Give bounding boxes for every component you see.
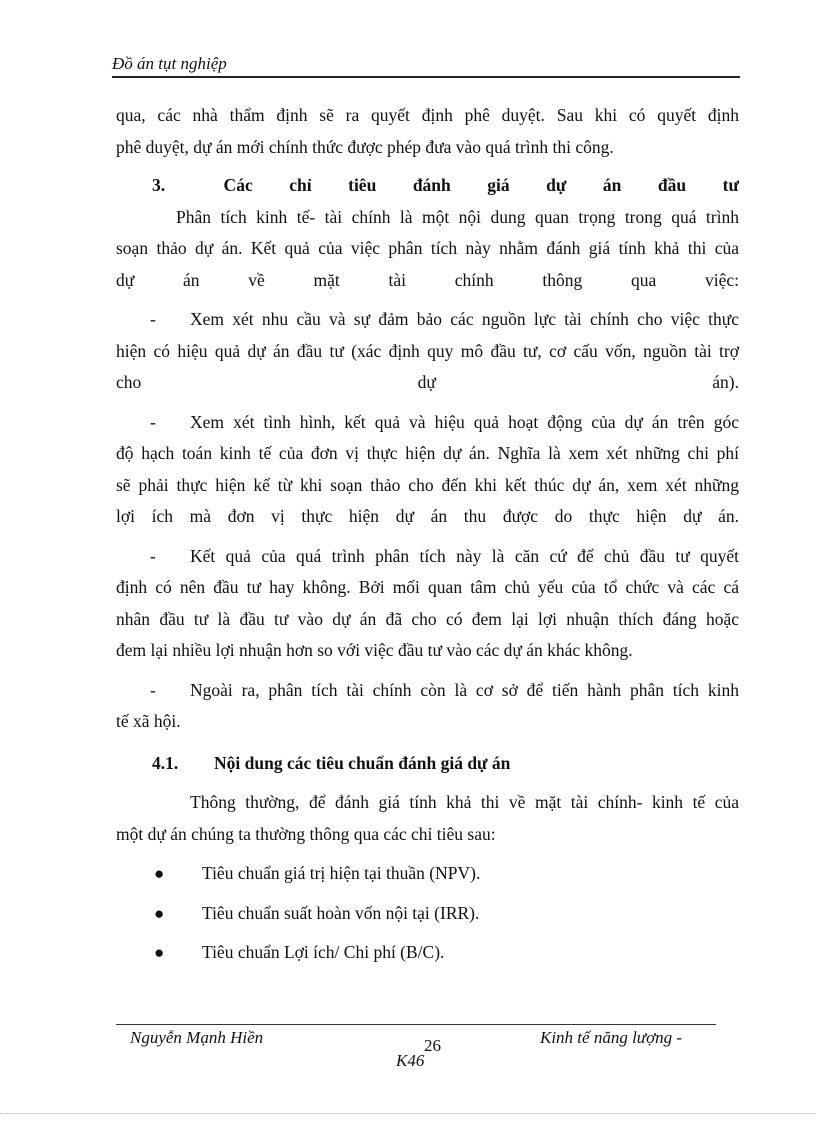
dash-item-4-line-2: tế xã hội. [116, 711, 181, 731]
analysis-line-3: dự án về mặt tài chính thông qua việc: [116, 269, 739, 290]
intro-line-2: phê duyệt, dự án mới chính thức được phép đưa vào quá trình thi công. [116, 136, 614, 157]
criteria-line-2: một dự án chúng ta thường thông qua các chỉ tiêu sau: [116, 823, 496, 844]
dash-marker: - [150, 679, 156, 700]
dash-item-3-line-2: định có nên đầu tư hay không. Bởi mối quan tâm chủ yếu của tổ chức và các cá [116, 577, 739, 597]
dash-item-3-line-3: nhân đầu tư là đầu tư vào dự án đã cho có đem lại lợi nhuận thích đáng hoặc [116, 608, 739, 629]
dash-marker: - [150, 309, 156, 329]
dash-item-4-line-1 [116, 675, 739, 707]
bullet-icon: ● [154, 903, 165, 923]
document-body [116, 100, 739, 969]
criteria-bullet-list [116, 858, 739, 969]
bullet-text: Tiêu chuẩn Lợi ích/ Chi phí (B/C). [202, 942, 445, 962]
dash-marker: - [150, 545, 156, 566]
header-rule [112, 76, 740, 78]
dash-item-text: Xem xét tình hình, kết quả và hiệu quả hoạt động của dự án trên góc [190, 411, 739, 432]
footer-rule [116, 1024, 716, 1025]
dash-item-3-line-1 [116, 541, 739, 573]
section-4-1-heading [116, 748, 739, 780]
footer-page-number: 26 [424, 1036, 441, 1055]
section-4-1-number: 4.1. [152, 752, 179, 773]
bullet-text: Tiêu chuẩn giá trị hiện tại thuần (NPV). [202, 863, 481, 883]
analysis-line-1-text: Phân tích kinh tế- tài chính là một nội dung quan trọng trong quá trình [176, 206, 739, 227]
footer-author: Nguyễn Mạnh Hiền [130, 1028, 264, 1047]
dash-item-2-line-1 [116, 407, 739, 439]
dash-item-2-line-4: lợi ích mà đơn vị thực hiện dự án thu được do thực hiện dự án. [116, 506, 739, 526]
section-4-1-title: Nội dung các tiêu chuẩn đánh giá dự án [214, 752, 511, 773]
criteria-bullet-npv [116, 858, 739, 890]
criteria-bullet-irr [116, 898, 739, 930]
analysis-line-1 [116, 202, 739, 234]
bullet-icon: ● [154, 943, 165, 962]
footer-class-code: K46 [396, 1051, 425, 1070]
dash-item-1-line-2: hiện có hiệu quả dự án đầu tư (xác định quy mô đầu tư, cơ cấu vốn, nguồn tài trợ [116, 340, 739, 361]
dash-marker: - [150, 411, 156, 432]
criteria-line-1-text: Thông thường, để đánh giá tính khả thi về mặt tài chính- kinh tế của [190, 792, 739, 812]
intro-line-1: qua, các nhà thẩm định sẽ ra quyết định phê duyệt. Sau khi có quyết định [116, 105, 739, 125]
section-3-heading: 3. Các chỉ tiêu đánh giá dự án đầu tư [152, 175, 739, 195]
dash-item-2-line-2: độ hạch toán kinh tế của đơn vị thực hiện dự án. Nghĩa là xem xét những chi phí [116, 443, 739, 463]
dash-item-1-line-3: cho dự án). [116, 372, 739, 392]
dash-item-text: Kết quả của quá trình phân tích này là căn cứ để chủ đầu tư quyết [190, 545, 739, 566]
criteria-line-1 [116, 787, 739, 819]
analysis-line-2: soạn thảo dự án. Kết quả của việc phân tích này nhằm đánh giá tính khả thi của [116, 238, 739, 258]
dash-item-1-line-1 [116, 304, 739, 336]
dash-item-text: Xem xét nhu cầu và sự đảm bảo các nguồn lực tài chính cho việc thực [190, 309, 739, 329]
bullet-text: Tiêu chuẩn suất hoàn vốn nội tại (IRR). [202, 902, 480, 923]
criteria-bullet-bc [116, 937, 739, 969]
dash-item-2-line-3: sẽ phải thực hiện kể từ khi soạn thảo cho đến khi kết thúc dự án, xem xét những [116, 474, 739, 495]
header-title: Đồ án tụt nghiệp [112, 54, 227, 73]
dash-item-text: Ngoài ra, phân tích tài chính còn là cơ sở để tiến hành phân tích kinh [190, 679, 739, 700]
bullet-icon: ● [154, 864, 165, 883]
dash-item-3-line-4: đem lại nhiều lợi nhuận hơn so với việc đầu tư vào các dự án khác không. [116, 640, 633, 660]
page-bottom-edge [0, 1113, 816, 1114]
footer-department: Kinh tế năng lượng - [540, 1028, 683, 1047]
